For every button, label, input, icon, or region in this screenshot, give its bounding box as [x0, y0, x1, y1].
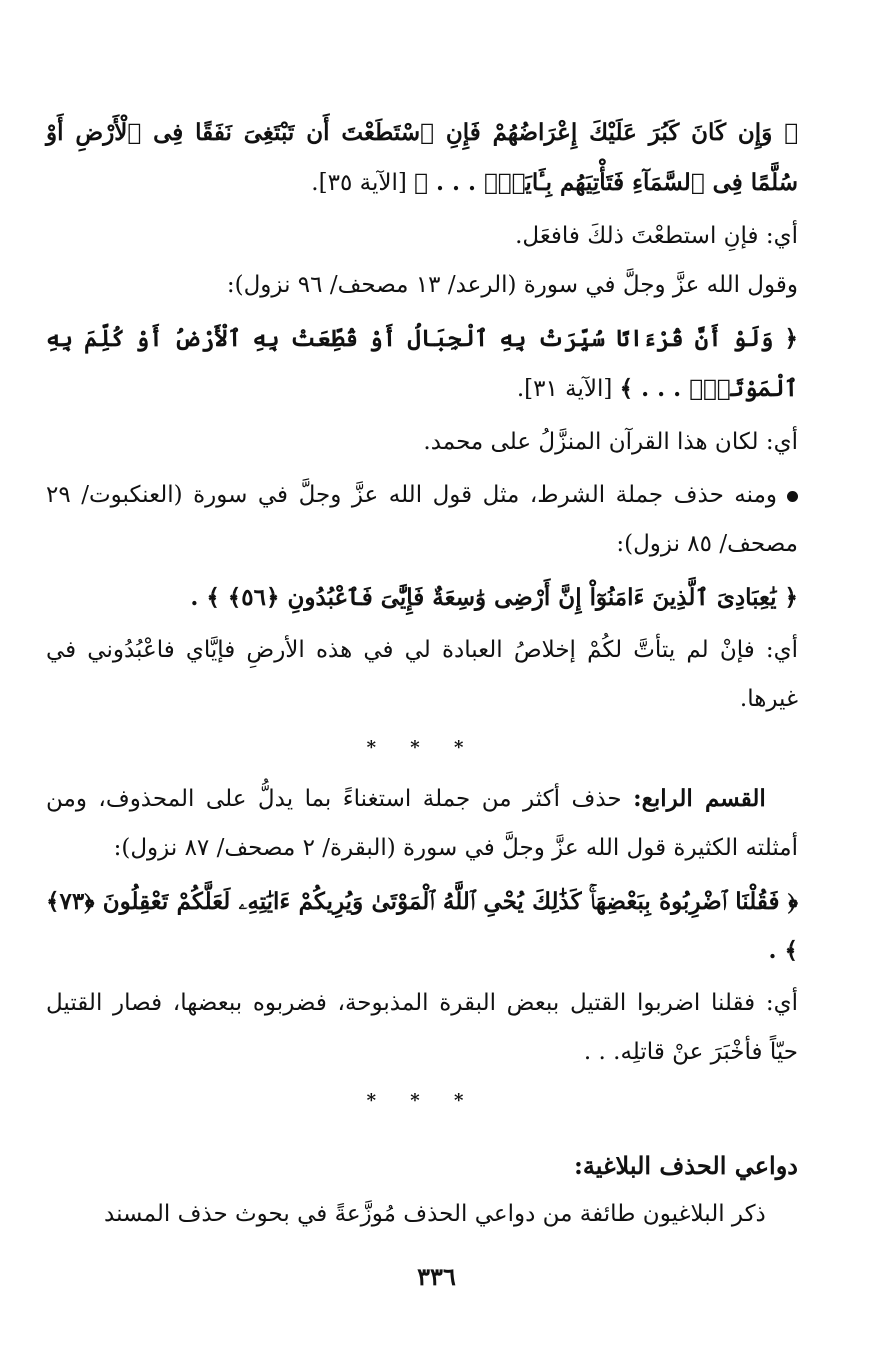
quran-verse: ﴿ وَلَوْ أَنَّ قُرْءَانًا سُيِّرَتْ بِهِ ٱلْجِبَالُ أَوْ قُطِّعَتْ بِهِ ٱلْأَرْضُ أَوْ كُلِّمَ بِهِ ٱلْمَوْتَىٰۗ . . . ﴾ [46, 325, 798, 402]
verse-reference: [الآية ٣١]. [516, 376, 620, 402]
section-separator: * * * [366, 737, 478, 758]
explanation-paragraph: أي: لكان هذا القرآن المنزَّلُ على محمد. [423, 429, 798, 455]
section-label: القسم الرابع: [633, 785, 766, 812]
bullet-dot-icon [787, 491, 798, 502]
explanation-paragraph: أي: فإنِ استطعْتَ ذلكَ فافعَل. [515, 223, 798, 249]
section-text: حذف أكثر من جملة استغناءً بما يدلُّ على المحذوف، ومن أمثلته الكثيرة قول الله عزَّ وجلَّ في سورة (البقرة/ ٢ مصحف/ ٨٧ نزول): [46, 786, 798, 861]
explanation-paragraph: أي: فإنْ لم يتأتَّ لكُمْ إخلاصُ العبادة لي في هذه الأرضِ فإيَّاي فاعْبُدُوني في غيرها. [46, 637, 798, 712]
bullet-text: ومنه حذف جملة الشرط، مثل قول الله عزَّ وجلَّ في سورة (العنكبوت/ ٢٩ مصحف/ ٨٥ نزول): [46, 482, 798, 557]
section-separator: * * * [366, 1090, 478, 1111]
explanation-paragraph: أي: فقلنا اضربوا القتيل ببعض البقرة المذبوحة، فضربوه ببعضها، فصار القتيل حيّاً فأخْبَرَ عنْ قاتلِه. . . [46, 990, 798, 1065]
verse-reference: [الآية ٣٥]. [311, 170, 415, 196]
verse-block-2 [46, 314, 798, 414]
page-content [46, 108, 798, 1239]
page-number: ٣٣٦ [417, 1262, 456, 1291]
verse-block-3: ﴿ يَٰعِبَادِىَ ٱلَّذِينَ ءَامَنُوٓاْ إِنَّ أَرْضِى وَٰسِعَةٌ فَإِيَّٰىَ فَٱعْبُدُونِ ﴿٥٦﴾ ﴾ . [190, 584, 798, 611]
section-paragraph [46, 774, 798, 873]
bullet-paragraph [46, 471, 798, 569]
quran-verse: ﴿ وَإِن كَانَ كَبُرَ عَلَيْكَ إِعْرَاضُهُمْ فَإِنِ ٱسْتَطَعْتَ أَن تَبْتَغِىَ نَفَقًا فِى ٱلْأَرْضِ أَوْ سُلَّمًا فِى ٱلسَّمَآءِ فَتَأْتِيَهُم بِـَٔايَةٍۚ . . . ﴾ [46, 119, 798, 196]
closing-paragraph: ذكر البلاغيون طائفة من دواعي الحذف مُوزَّعةً في بحوث حذف المسند [104, 1201, 766, 1227]
verse-block-4: ﴿ فَقُلْنَا ٱضْرِبُوهُ بِبَعْضِهَاۚ كَذَٰلِكَ يُحْىِ ٱللَّهُ ٱلْمَوْتَىٰ وَيُرِيكُمْ ءَايَٰتِهِۦ لَعَلَّكُمْ تَعْقِلُونَ ﴿٧٣﴾ ﴾ . [46, 888, 798, 964]
quote-intro-paragraph: وقول الله عزَّ وجلَّ في سورة (الرعد/ ١٣ مصحف/ ٩٦ نزول): [226, 272, 798, 298]
verse-block-1 [46, 108, 798, 208]
section-heading: دواعي الحذف البلاغية: [574, 1151, 798, 1180]
